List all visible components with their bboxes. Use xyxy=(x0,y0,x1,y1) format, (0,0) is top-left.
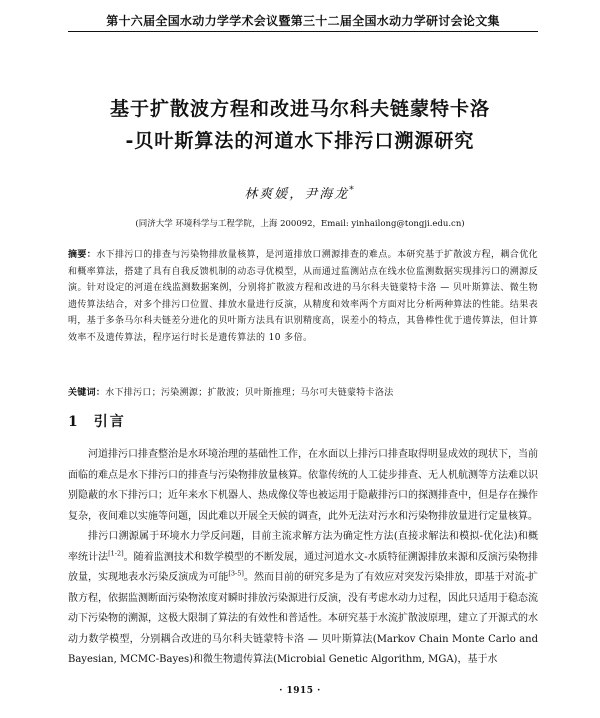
citation-ref-1: [1-2] xyxy=(108,549,124,558)
keywords-label: 关键词： xyxy=(68,388,106,398)
keywords-text: 水下排污口；污染溯源；扩散波；贝叶斯推理；马尔可夫链蒙特卡洛法 xyxy=(105,388,394,398)
paper-title-line-2: -贝叶斯算法的河道水下排污口溯源研究 xyxy=(125,130,475,152)
section-heading xyxy=(68,411,126,431)
running-header: 第十六届全国水动力学学术会议暨第三十二届全国水动力学研讨会论文集 xyxy=(106,14,500,28)
paper-title-line-1: 基于扩散波方程和改进马尔科夫链蒙特卡洛 xyxy=(109,98,490,120)
section-number: 1 xyxy=(68,414,80,430)
body-paragraph-2-part-1: 排污口溯源属于环境水力学反问题，目前主流求解方法为确定性方法(直接求解法和模拟-优化法)和概率统计法 xyxy=(68,531,538,563)
abstract-text: 水下排污口的排查与污染物排放量核算，是河道排放口溯源排查的难点。本研究基于扩散波方程，耦合优化和概率算法，搭建了具有自我反馈机制的动态寻优模型，从而通过监测站点在线水位监测数据实现排污口的溯源反演。针对设定的河道在线监测数据案例，分别将扩散波方程和改进的马尔科夫链蒙特卡洛 — 贝叶斯算法、微生物遗传算法结合，对多个排污口位置、排放水量进行反演，从精度和效率两个方面对比分析两种算法的性能。结果表明，基于多条马尔科夫链差分进化的贝叶斯方法具有识别精度高，误差小的特点，其鲁棒性优于遗传算法，但计算效率不及遗传算法，程序运行时长是遗传算法的 10 多倍。 xyxy=(68,250,539,343)
body-paragraph-2-part-2: 。随着监测技术和数学模型的不断发展，通过河道水文-水质特征溯源排放来源和反演污染物排放量，实现地表水污染反演成为可能 xyxy=(68,551,538,583)
body-paragraph-2-part-3: 。然而目前的研究多是为了有效应对突发污染排放，即基于对流-扩散方程，依据监测断面污染物浓度对瞬时排放污染源进行反演，没有考虑水动力过程，因此只适用于稳态流动下污染物的溯源，这极大限制了算法的有效性和普适性。本研究基于水流扩散波原理，建立了开源式的水动力数学模型，分别耦合改进的马尔科夫链蒙特卡洛 — 贝叶斯算法(Markov Chain Monte Carlo and Bayesian, MCMC-Bayes)和微生物遗传算法(Microbial Genetic Algorithm, MGA)，基于水 xyxy=(68,572,538,665)
author-affiliation: (同济大学 环境科学与工程学院，上海 200092，Email: yinhailong@tongji.edu.cn) xyxy=(135,219,465,229)
corresponding-author-mark: * xyxy=(349,185,356,196)
page-number: · 1915 · xyxy=(279,686,321,696)
abstract xyxy=(68,247,538,346)
author-names: 林爽媛，尹海龙 xyxy=(244,187,350,202)
citation-ref-2: [3-5] xyxy=(228,569,244,578)
keywords xyxy=(68,385,538,398)
body-paragraph-1: 河道排污口排查整治是水环境治理的基础性工作，在水面以上排污口排查取得明显成效的现状下，当前面临的难点是水下排污口的排查与污染物排放量核算。依靠传统的人工徒步排查、无人机航测等方法难以识别隐蔽的水下排污口；近年来水下机器人、热成像仪等也被运用于隐蔽排污口的探测排查中，但是存在操作复杂，夜间难以实施等问题，因此难以开展全天候的调查，此外无法对污水和污染物排放量进行定量核算。 xyxy=(68,449,538,522)
body-text xyxy=(68,445,538,671)
section-title: 引言 xyxy=(93,414,126,430)
author-list xyxy=(40,183,560,202)
body-paragraph-2 xyxy=(68,527,538,671)
header-rule xyxy=(68,31,538,32)
abstract-label: 摘要： xyxy=(68,250,97,260)
